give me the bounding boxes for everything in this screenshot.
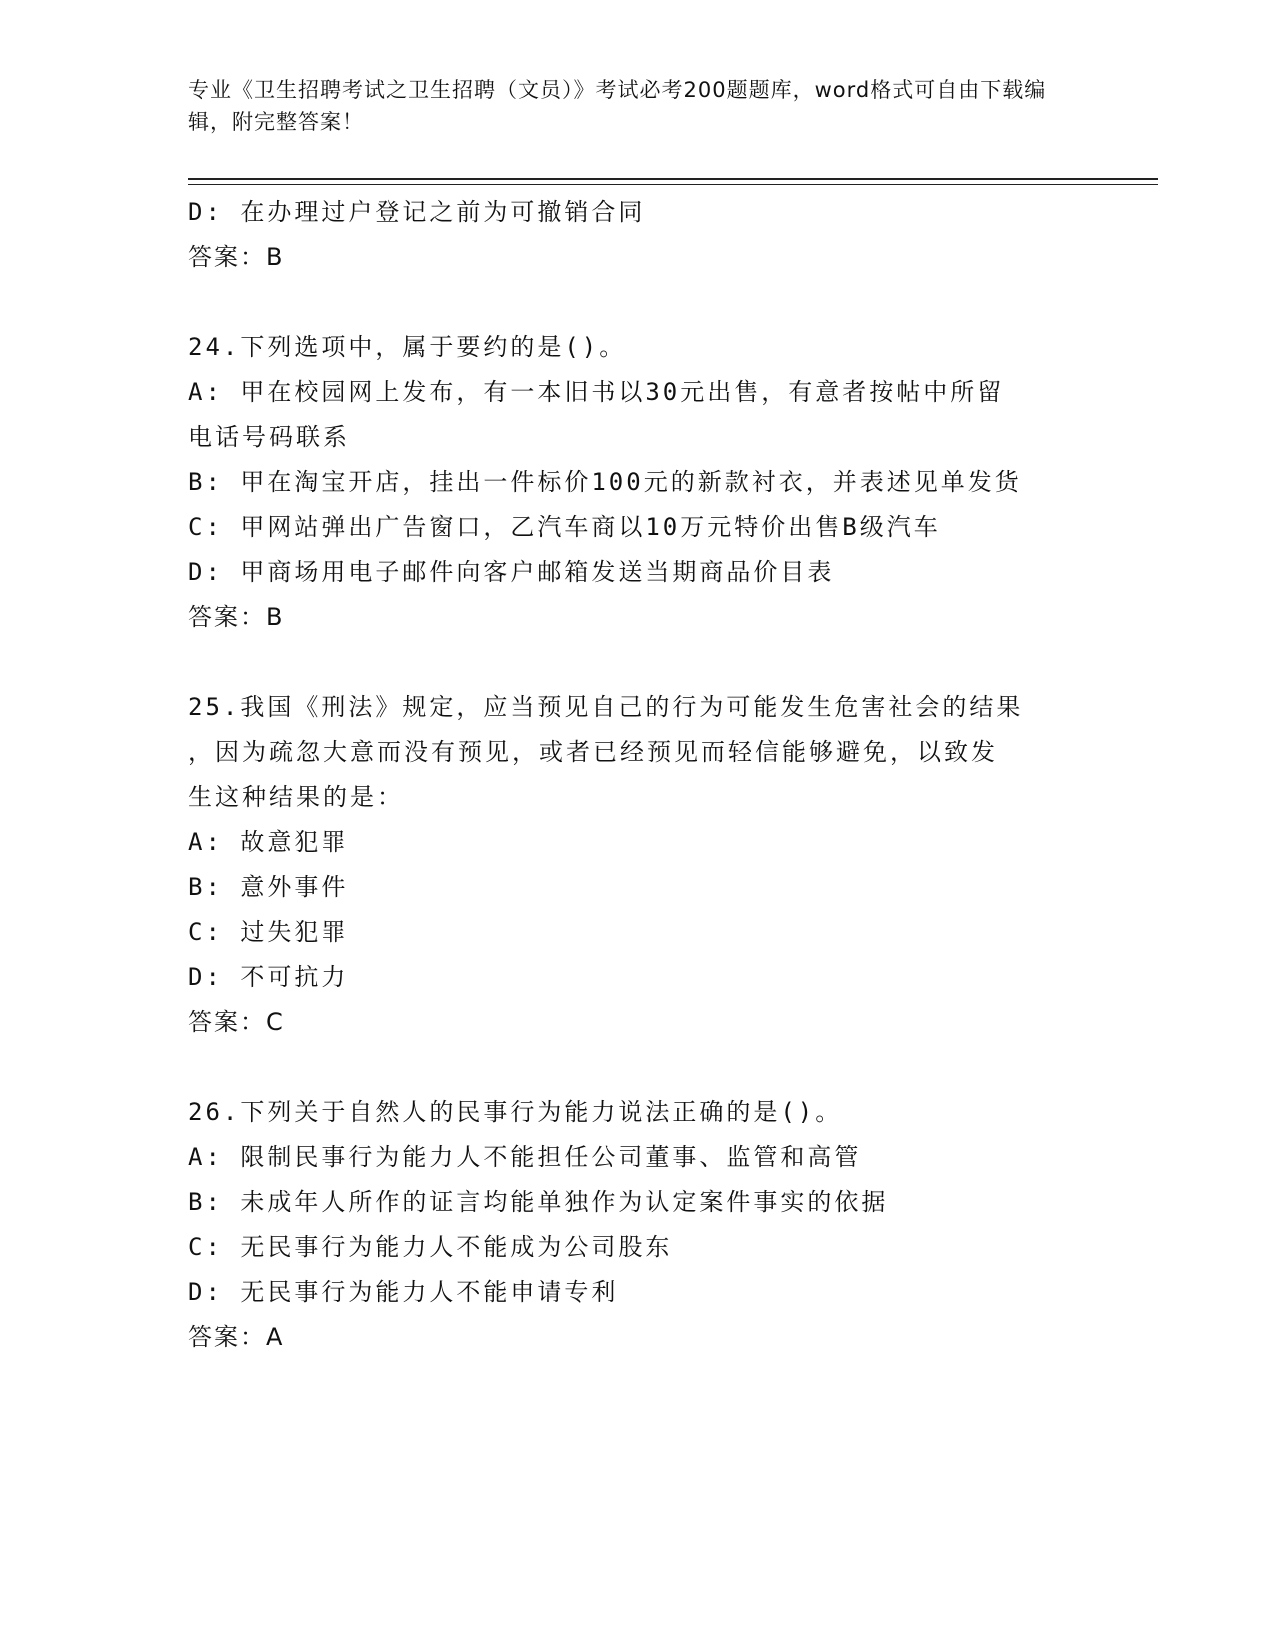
option-b: B: 甲在淘宝开店，挂出一件标价100元的新款衬衣，并表述见单发货 [188, 468, 1022, 496]
answer-line: 答案：B [188, 243, 285, 271]
option-c: C: 无民事行为能力人不能成为公司股东 [188, 1233, 673, 1261]
option-d: D: 不可抗力 [188, 963, 349, 991]
header-divider-thick [188, 178, 1158, 180]
option-a: A: 故意犯罪 [188, 828, 349, 856]
option-c: C: 甲网站弹出广告窗口，乙汽车商以10万元特价出售B级汽车 [188, 513, 941, 541]
question-stem: 26.下列关于自然人的民事行为能力说法正确的是()。 [188, 1098, 843, 1126]
spacer [188, 280, 1088, 325]
option-b: B: 意外事件 [188, 873, 349, 901]
question-block-25 [188, 685, 1088, 1045]
option-a-continued: 电话号码联系 [188, 423, 350, 451]
question-stem: 25.我国《刑法》规定，应当预见自己的行为可能发生危害社会的结果 [188, 693, 1024, 721]
answer-line: 答案：C [188, 1008, 285, 1036]
option-a: A: 限制民事行为能力人不能担任公司董事、监管和高管 [188, 1143, 862, 1171]
question-list [188, 190, 1088, 1360]
option-c: C: 过失犯罪 [188, 918, 349, 946]
option-a: A: 甲在校园网上发布，有一本旧书以30元出售，有意者按帖中所留 [188, 378, 1005, 406]
option-b: B: 未成年人所作的证言均能单独作为认定案件事实的依据 [188, 1188, 889, 1216]
answer-line: 答案：B [188, 603, 285, 631]
question-stem-continued: 生这种结果的是： [188, 783, 404, 811]
question-stem: 24.下列选项中，属于要约的是()。 [188, 333, 627, 361]
spacer [188, 640, 1088, 685]
spacer [188, 1045, 1088, 1090]
question-block-24 [188, 325, 1088, 640]
question-stem-continued: ，因为疏忽大意而没有预见，或者已经预见而轻信能够避免，以致发 [188, 738, 998, 766]
page-header-title: 专业《卫生招聘考试之卫生招聘（文员）》考试必考200题题库，word格式可自由下载编辑，附完整答案！ [188, 78, 1047, 134]
answer-line: 答案：A [188, 1323, 285, 1351]
option-d: D: 在办理过户登记之前为可撤销合同 [188, 198, 646, 226]
header-divider-thin [188, 184, 1158, 185]
option-d: D: 无民事行为能力人不能申请专利 [188, 1278, 619, 1306]
option-d: D: 甲商场用电子邮件向客户邮箱发送当期商品价目表 [188, 558, 835, 586]
question-block-26 [188, 1090, 1088, 1360]
